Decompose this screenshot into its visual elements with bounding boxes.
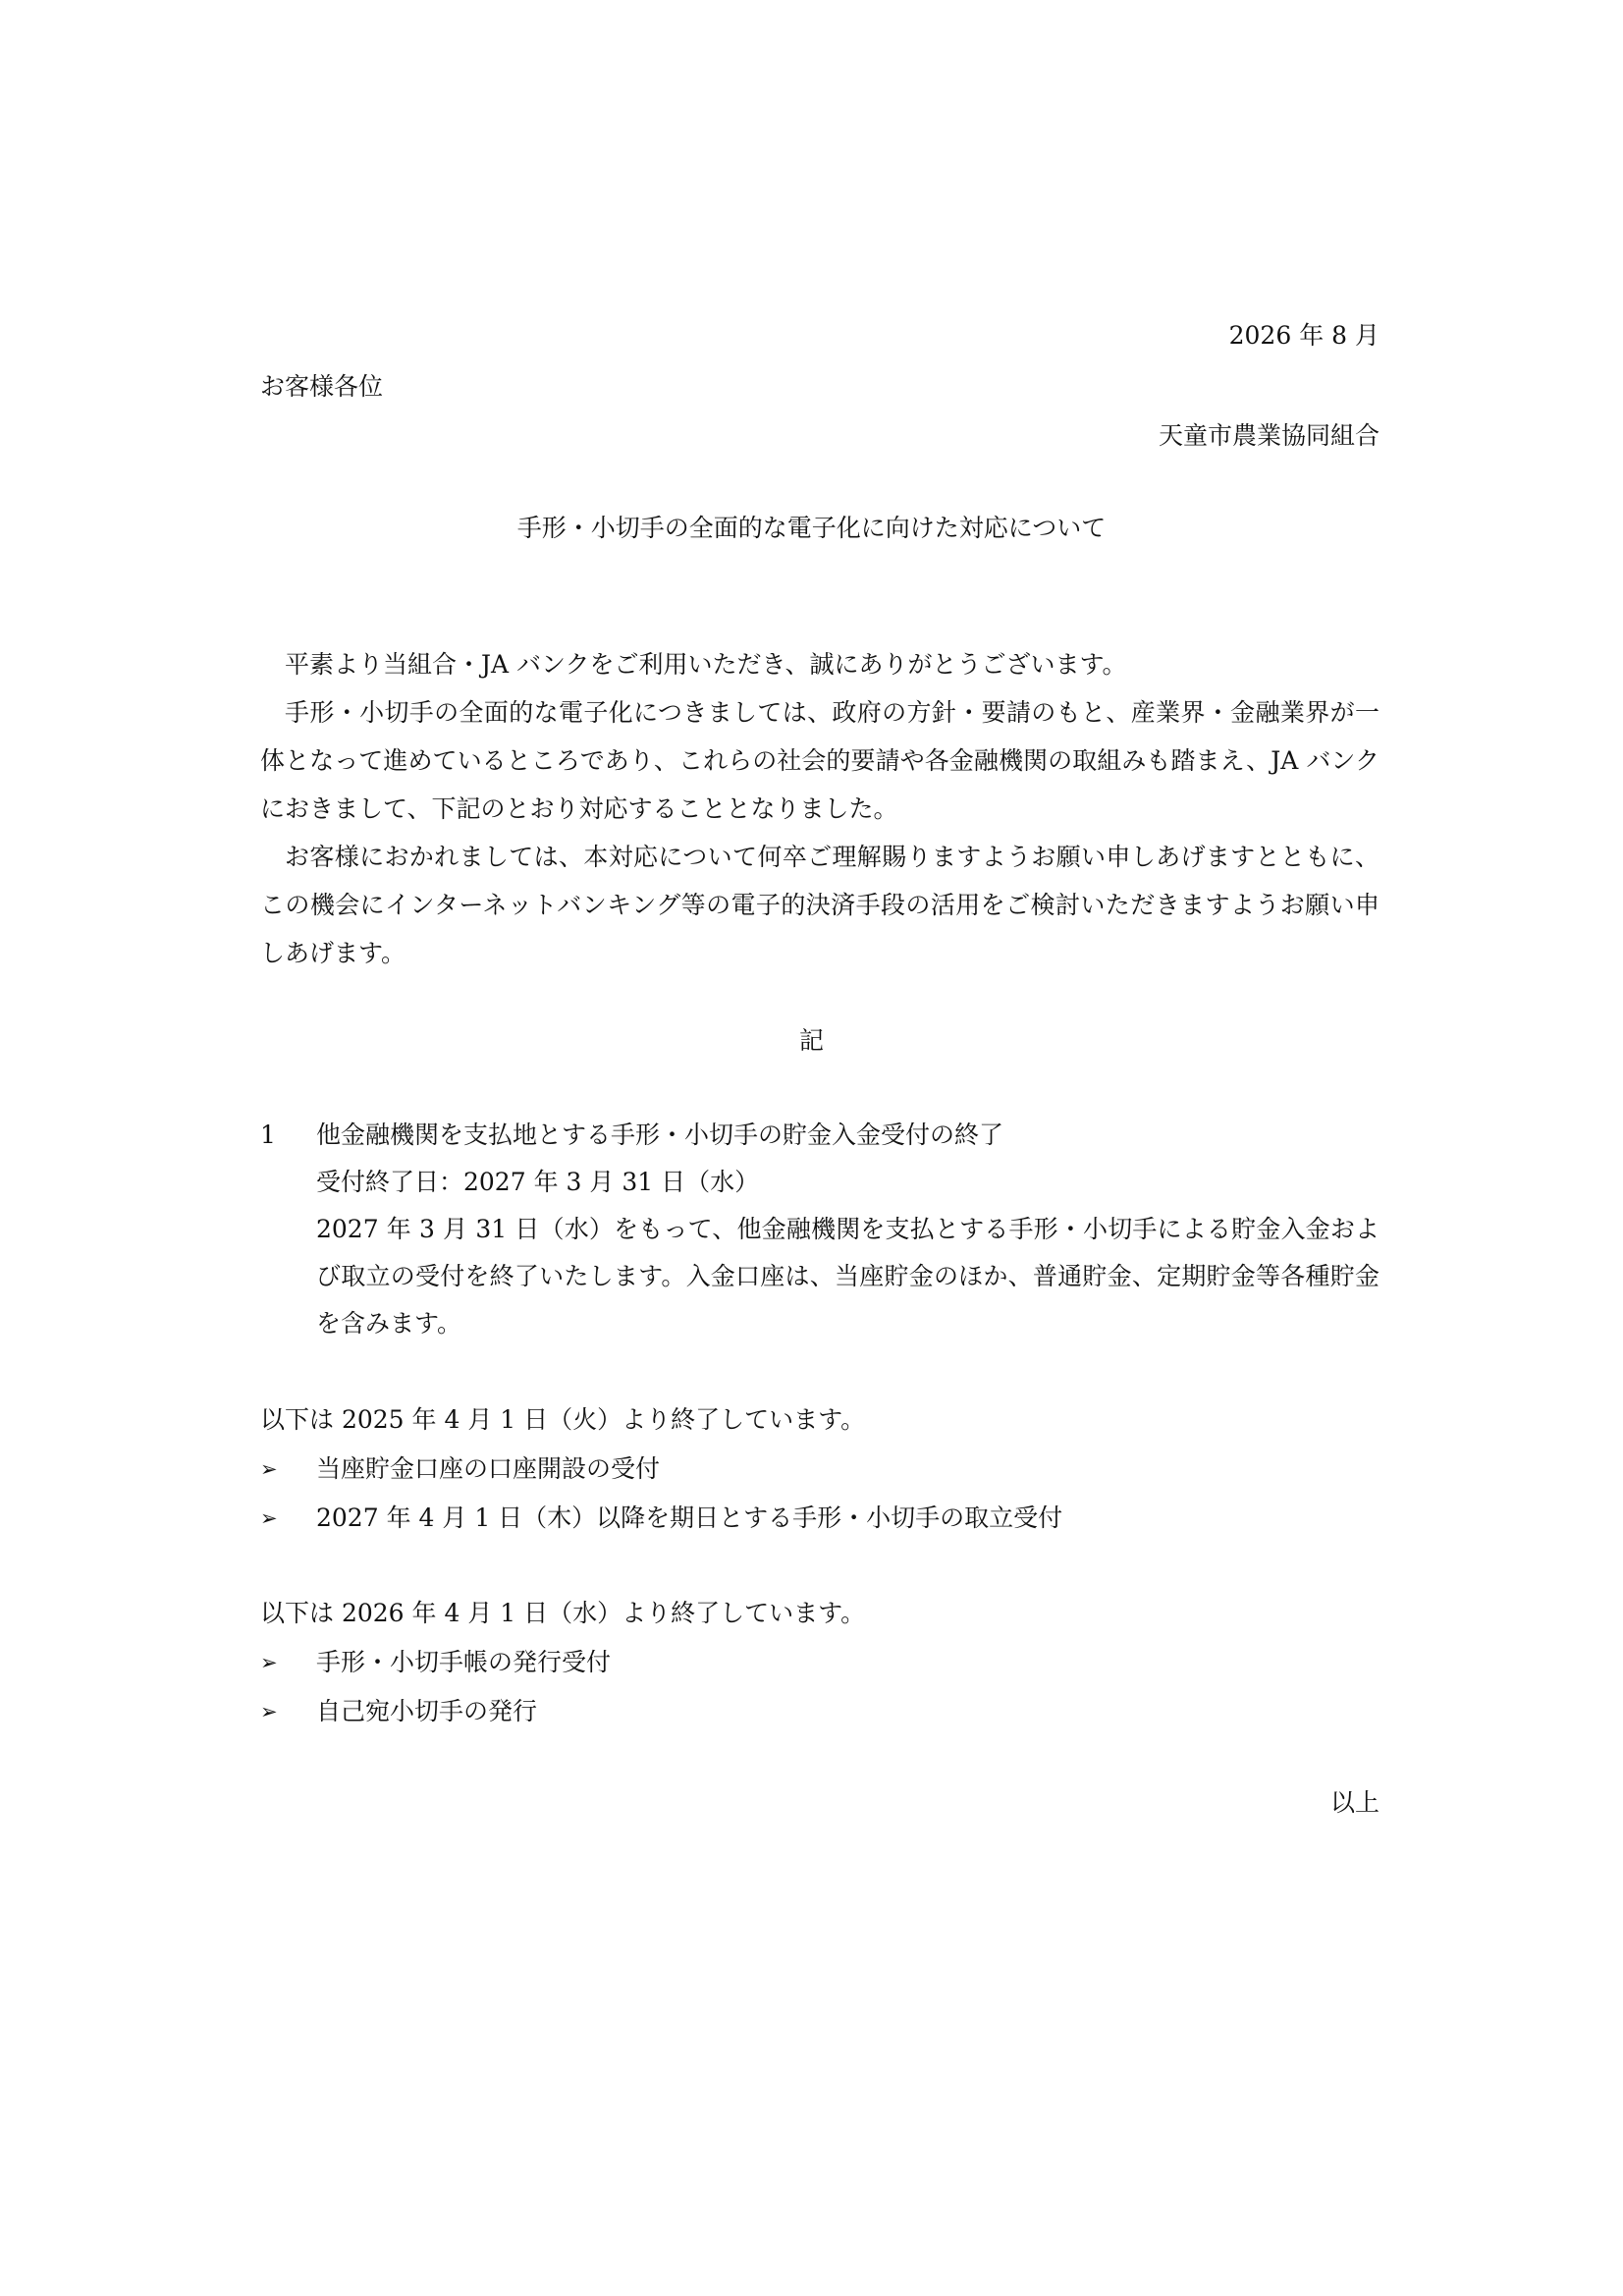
item-1 xyxy=(260,1112,1380,1347)
list-item xyxy=(260,1445,1380,1494)
issue-date: 2026 年 8 月 xyxy=(1228,321,1380,350)
list-item-text: 手形・小切手帳の発行受付 xyxy=(316,1648,612,1676)
section-2025 xyxy=(260,1395,1380,1543)
closing-mark: 以上 xyxy=(1329,1788,1380,1817)
intro-paragraph: 平素より当組合・JA バンクをご利用いただき、誠にありがとうございます。 xyxy=(285,650,1127,679)
sender-organization: 天童市農業協同組合 xyxy=(1158,421,1380,450)
ki-heading: 記 xyxy=(798,1026,824,1055)
arrow-bullet-icon: ➢ xyxy=(260,1700,278,1723)
list-item xyxy=(260,1494,1380,1543)
list-item-text: 当座貯金口座の口座開設の受付 xyxy=(316,1454,661,1483)
arrow-bullet-icon: ➢ xyxy=(260,1457,278,1481)
recipient: お客様各位 xyxy=(260,372,384,401)
list-item-text: 自己宛小切手の発行 xyxy=(316,1697,538,1725)
item-heading: 他金融機関を支払地とする手形・小切手の貯金入金受付の終了 xyxy=(316,1121,1004,1149)
arrow-bullet-icon: ➢ xyxy=(260,1506,278,1530)
section-lead: 以下は 2025 年 4 月 1 日（火）より終了しています。 xyxy=(260,1405,866,1434)
intro-paragraph: お客様におかれましては、本対応について何卒ご理解賜りますようお願い申しあげますとともに、この機会にインターネットバンキング等の電子的決済手段の活用をご検討いただきますようお願い申しあげます。 xyxy=(260,843,1380,967)
list-item-text: 2027 年 4 月 1 日（木）以降を期日とする手形・小切手の取立受付 xyxy=(316,1503,1063,1532)
list-item xyxy=(260,1687,1380,1736)
section-lead: 以下は 2026 年 4 月 1 日（水）より終了しています。 xyxy=(260,1599,866,1627)
document-title: 手形・小切手の全面的な電子化に向けた対応について xyxy=(516,514,1107,542)
intro-body xyxy=(260,640,1380,977)
section-2026 xyxy=(260,1589,1380,1736)
item-end-date: 受付終了日：2027 年 3 月 31 日（水） xyxy=(316,1168,760,1196)
item-detail: 2027 年 3 月 31 日（水）をもって、他金融機関を支払とする手形・小切手による貯金入金および取立の受付を終了いたします。入金口座は、当座貯金のほか、普通貯金、定期貯金等各種貯金を含みます。 xyxy=(316,1215,1380,1338)
intro-paragraph: 手形・小切手の全面的な電子化につきましては、政府の方針・要請のもと、産業界・金融業界が一体となって進めているところであり、これらの社会的要請や各金融機関の取組みも踏まえ、JA バンクにおきまして、下記のとおり対応することとなりました。 xyxy=(260,698,1380,823)
list-item xyxy=(260,1638,1380,1687)
arrow-bullet-icon: ➢ xyxy=(260,1651,278,1674)
item-number: 1 xyxy=(260,1121,276,1149)
